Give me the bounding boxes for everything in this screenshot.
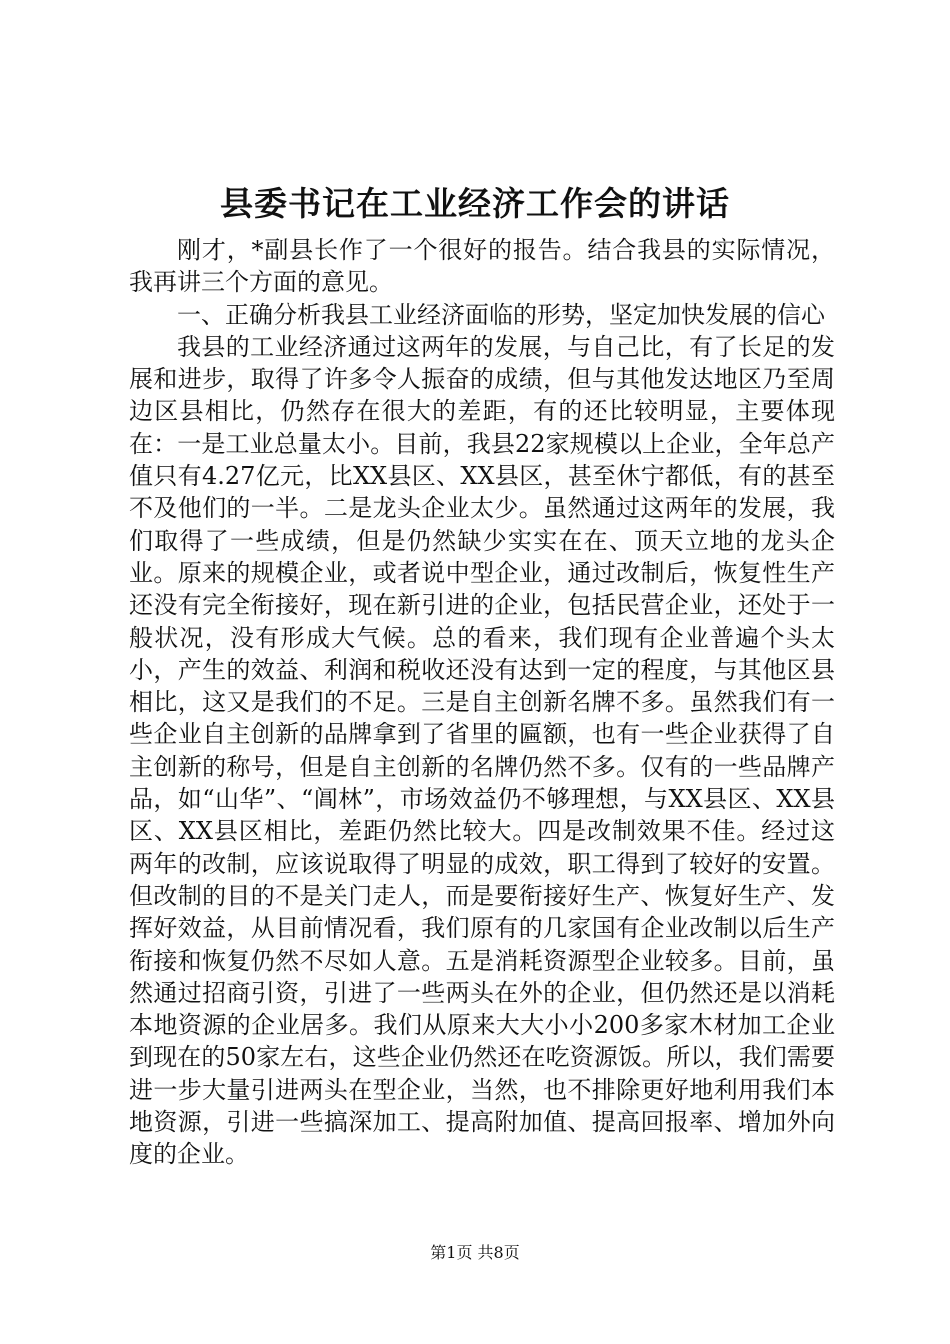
page-number-footer: 第1页 共8页 (430, 1243, 520, 1262)
paragraph-analysis: 我县的工业经济通过这两年的发展，与自己比，有了长足的发展和进步，取得了许多令人振奋的成绩，但与其他发达地区乃至周边区县相比，仍然存在很大的差距，有的还比较明显，主要体现在：一是工业总量太小。目前，我县22家规模以上企业，全年总产值只有4.27亿元，比XX县区、XX县区，甚至休宁都低，有的甚至不及他们的一半。二是龙头企业太少。虽然通过这两年的发展，我们取得了一些成绩，但是仍然缺少实实在在、顶天立地的龙头企业。原来的规模企业，或者说中型企业，通过改制后，恢复性生产还没有完全衔接好，现在新引进的企业，包括民营企业，还处于一般状况，没有形成大气候。总的看来，我们现有企业普遍个头太小，产生的效益、利润和税收还没有达到一定的程度，与其他区县相比，这又是我们的不足。三是自主创新名牌不多。虽然我们有一些企业自主创新的品牌拿到了省里的匾额，也有一些企业获得了自主创新的称号，但是自主创新的名牌仍然不多。仅有的一些品牌产品，如“山华”、“阊林”，市场效益仍不够理想，与XX县区、XX县区、XX县区相比，差距仍然比较大。四是改制效果不佳。经过这两年的改制，应该说取得了明显的成效，职工得到了较好的安置。但改制的目的不是关门走人，而是要衔接好生产、恢复好生产、发挥好效益，从目前情况看，我们原有的几家国有企业改制以后生产衔接和恢复仍然不尽如人意。五是消耗资源型企业较多。目前，虽然通过招商引资，引进了一些两头在外的企业，但仍然还是以消耗本地资源的企业居多。我们从原来大大小小200多家木材加工企业到现在的50家左右，这些企业仍然还在吃资源饭。所以，我们需要进一步大量引进两头在型企业，当然，也不排除更好地利用我们本地资源，引进一些搞深加工、提高附加值、提高回报率、增加外向度的企业。 (129, 332, 835, 1169)
paragraph-intro: 刚才，*副县长作了一个很好的报告。结合我县的实际情况，我再讲三个方面的意见。 (129, 236, 835, 297)
document-title: 县委书记在工业经济工作会的讲话 (220, 184, 730, 223)
paragraph-section-heading: 一、正确分析我县工业经济面临的形势，坚定加快发展的信心 (177, 300, 825, 329)
document-body (129, 234, 835, 1171)
